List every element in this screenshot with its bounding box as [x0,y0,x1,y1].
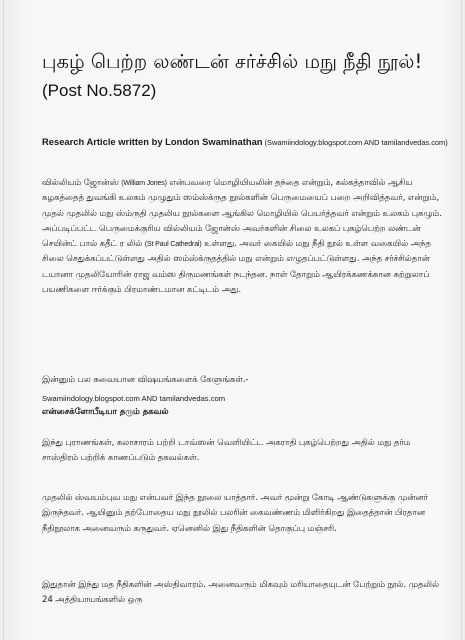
paragraph-william-jones [42,176,442,298]
website-line: Swamiindology.blogspot.com AND tamilandvedas.com [42,394,226,403]
paragraph-swayambhuva: முதலில் ஸ்வயம்புவ மநு என்பவர் இந்த நூலை யாத்தார். அவர் மூன்று கோடி ஆண்டுகளுக்கு முன்னர் இருந்தவர். ஆயினும் தற்போதைய மநு நூலில் பலரின் கைவண்ணம் மிளிர்கிறது இதைத்தான் பிரதான நீதிநூலாக அனைவரும் கருதுவர். ஏனெனில் இது நீதிகளின் தொகுப்பு மஞ்சரி. [42,493,428,534]
byline-sites: (Swamiindology.blogspot.com AND tamilandvedas.com) [262,138,448,147]
page-title [42,48,442,104]
title-tamil: புகழ் பெற்ற லண்டன் சர்ச்சில் மநு நீதி நூல்! [42,50,423,73]
english-note: (St Paul Cathedral) [144,241,202,249]
scan-edge-right [461,0,462,640]
english-note: (William Jones) [121,180,167,187]
paragraph-foundation: இதுதான் இந்து மத நீதிகளின் அஸ்திவாரம். அனைவரும் மிகவும் மரியாதையுடன் பேற்றும் நூல். முதலில் 24 அத்தியாயங்களில் ஒரு [42,580,439,606]
section-heading: என்சைக்ளோபீடியா தரும் தகவல் [42,406,169,416]
paragraph-dowson: இந்து புராணங்கள், கலாசாரம் பற்றி டாவ்ஸன் வெளியிட்ட அகராதி புகழ்பெற்றது அதில் மநு தர்ம சாஸ்திரம் பற்றிக் காணப்படும் தகவல்கள். [42,438,411,464]
paragraph-text: வில்லியம் ஜோன்ஸ் [42,178,122,188]
title-post-number: (Post No.5872) [42,81,157,100]
paragraph-text: உள்ளது. அவர் கையில் மநு நீதி நூல் உள்ள வகையில் அந்த சிலை செதுக்கப்பட்டுள்ளது அதில் ஸம்ஸ்க்ருதத்தில் மநு என்றும் எழுதப்பட்டுள்ளது. அந்த சர்ச்சில்தான் டயானா முதலியோரின் ராஜ வம்ஸ திருமணங்கள் நடந்தன. நாள் தோறும் ஆயிரக்கணக்கான சுற்றுலாப் பயணிகளை ஈர்க்கும் பிரமாண்டமான கட்டிடம் அது. [42,239,431,296]
byline-author: Research Article written by London Swaminathan [42,136,263,147]
byline [42,135,452,150]
scan-edge-left [3,0,4,640]
paragraph-more: இன்னும் பல சுவையான விஷயங்களைக் கேளுங்கள்.- [42,375,249,385]
paragraph-text: என்பவரை மொழியியலின் தந்தை என்றும், கல்கத்தாவில் ஆசிய கழகத்தைத் துவங்கி உலகம் முழுதும் ஸம்ஸ்க்ருத நூல்களின் பெருமையைப் பறை அறிவித்தவர், என்றும், முதல் முதலில் மநு ஸ்ம்ருதி முதலிய நூல்களை ஆங்கில மொழியில் பெயர்த்தவர் என்றும் உலகம் புகழும். அப்படிப்பட்ட பெருமைக்குரிய வில்லியம் ஜோன்ஸ் அவர்களின் சிலை உலகப் புகழ்பெற்ற லண்டன் செயின்ட் பால் கதீட் ர லில் [42,178,442,250]
